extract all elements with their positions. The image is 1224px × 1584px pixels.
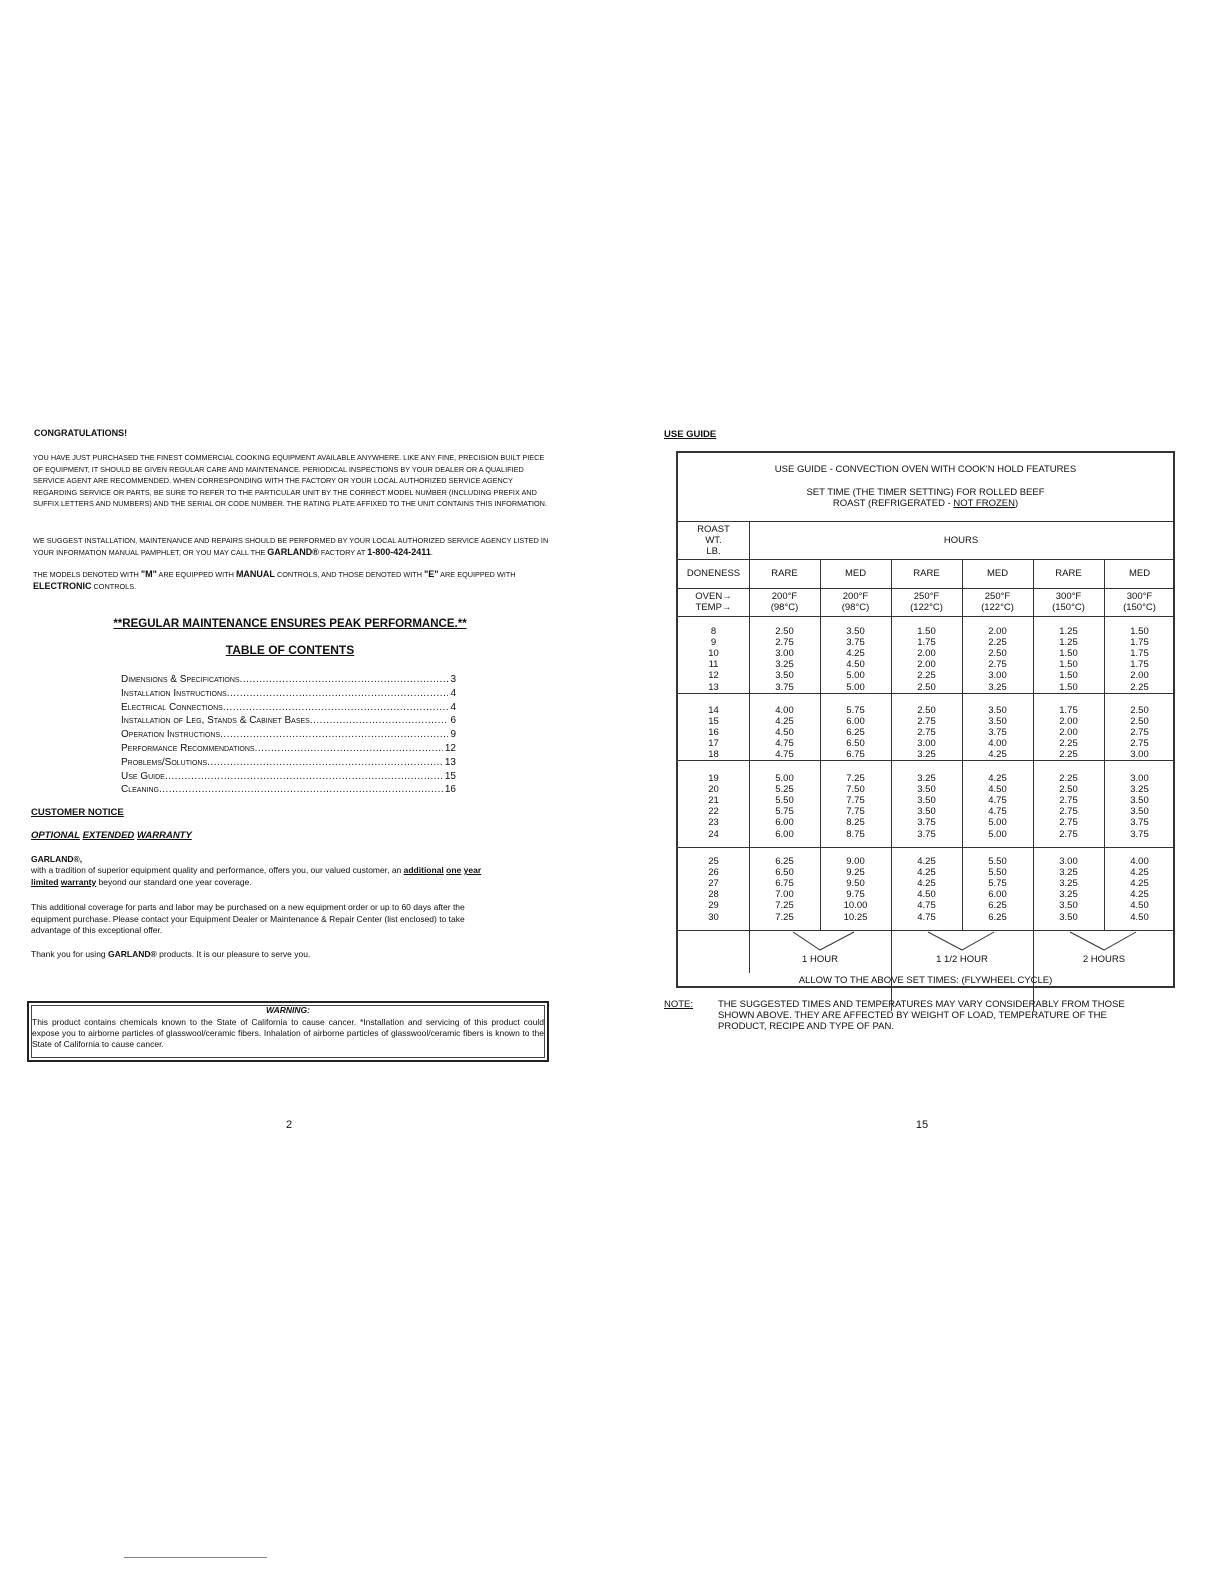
time-cell: 1.50 bbox=[917, 626, 936, 637]
time-cell: 1.25 bbox=[1059, 626, 1078, 637]
time-cell: 3.50 bbox=[988, 716, 1007, 727]
time-cell: 2.25 bbox=[988, 637, 1007, 648]
time-cell: 3.00 bbox=[775, 648, 794, 659]
time-cell: 6.00 bbox=[775, 817, 794, 828]
weight-cell: 26 bbox=[708, 867, 719, 878]
oven-temp-label: OVEN→ TEMP→ bbox=[695, 591, 732, 613]
warning-title: WARNING: bbox=[266, 1005, 310, 1015]
weight-cell: 13 bbox=[708, 682, 719, 693]
weight-cell: 29 bbox=[708, 900, 719, 911]
doneness-cell: RARE bbox=[913, 568, 940, 579]
toc-item[interactable]: Operation Instructions ..... 9 bbox=[121, 728, 456, 742]
time-cell: 2.25 bbox=[1059, 773, 1078, 784]
time-cell: 5.50 bbox=[988, 867, 1007, 878]
temp-c-cell: (122°C) bbox=[981, 602, 1014, 613]
time-cell: 4.25 bbox=[988, 773, 1007, 784]
bracket-lines bbox=[678, 930, 1177, 956]
time-cell: 5.00 bbox=[846, 670, 865, 681]
coverage-paragraph: This additional coverage for parts and labor may be purchased on a new equipment order or up to 60 days after the equipment purchase. Please contact your Equipment Dealer or Maintenance & Repair Center (list enclosed) to take advantage of this exceptional offer. bbox=[31, 902, 465, 935]
time-cell: 3.00 bbox=[1059, 856, 1078, 867]
weight-cell: 10 bbox=[708, 648, 719, 659]
time-cell: 5.75 bbox=[846, 705, 865, 716]
time-cell: 4.75 bbox=[775, 749, 794, 760]
temp-c-cell: (150°C) bbox=[1123, 602, 1156, 613]
time-cell: 7.25 bbox=[775, 900, 794, 911]
time-cell: 5.00 bbox=[775, 773, 794, 784]
table-of-contents bbox=[121, 673, 456, 797]
weight-cell: 18 bbox=[708, 749, 719, 760]
time-cell: 4.00 bbox=[1130, 856, 1149, 867]
time-cell: 5.50 bbox=[988, 856, 1007, 867]
table-subtitle: SET TIME (THE TIMER SETTING) FOR ROLLED BEEF ROAST (REFRIGERATED - NOT FROZEN) bbox=[806, 487, 1045, 509]
weight-cell: 21 bbox=[708, 795, 719, 806]
toc-item[interactable]: Installation Instructions ..... 4 bbox=[121, 687, 456, 701]
time-cell: 3.25 bbox=[775, 659, 794, 670]
toc-title: TABLE OF CONTENTS bbox=[225, 643, 355, 657]
time-cell: 3.50 bbox=[1059, 900, 1078, 911]
toc-item[interactable]: Use Guide ..... 15 bbox=[121, 770, 456, 784]
time-cell: 3.50 bbox=[917, 784, 936, 795]
time-cell: 4.50 bbox=[988, 784, 1007, 795]
congratulations-heading: CONGRATULATIONS! bbox=[34, 428, 128, 438]
time-cell: 1.50 bbox=[1059, 659, 1078, 670]
toc-item[interactable]: Performance Recommendations ..... 12 bbox=[121, 742, 456, 756]
time-cell: 4.75 bbox=[988, 806, 1007, 817]
time-cell: 3.00 bbox=[917, 738, 936, 749]
scan-artifact-line bbox=[124, 1557, 267, 1558]
doneness-label: DONENESS bbox=[686, 568, 741, 579]
use-guide-heading: USE GUIDE bbox=[664, 429, 717, 440]
time-cell: 2.50 bbox=[1059, 784, 1078, 795]
time-cell: 1.50 bbox=[1130, 626, 1149, 637]
time-cell: 4.25 bbox=[917, 856, 936, 867]
time-cell: 9.00 bbox=[846, 856, 865, 867]
doneness-cell: MED bbox=[844, 568, 867, 579]
time-cell: 2.50 bbox=[917, 705, 936, 716]
time-cell: 6.25 bbox=[775, 856, 794, 867]
time-cell: 7.00 bbox=[775, 889, 794, 900]
time-cell: 2.75 bbox=[917, 716, 936, 727]
time-cell: 1.75 bbox=[917, 637, 936, 648]
time-cell: 1.75 bbox=[1130, 637, 1149, 648]
time-cell: 3.75 bbox=[775, 682, 794, 693]
page-number-right: 15 bbox=[915, 1119, 929, 1131]
weight-cell: 15 bbox=[708, 716, 719, 727]
time-cell: 6.25 bbox=[988, 912, 1007, 923]
time-cell: 1.50 bbox=[1059, 682, 1078, 693]
weight-cell: 14 bbox=[708, 705, 719, 716]
time-cell: 3.75 bbox=[846, 637, 865, 648]
weight-cell: 8 bbox=[710, 626, 717, 637]
weight-cell: 28 bbox=[708, 889, 719, 900]
time-cell: 2.50 bbox=[988, 648, 1007, 659]
time-cell: 3.00 bbox=[1130, 773, 1149, 784]
time-cell: 3.25 bbox=[1130, 784, 1149, 795]
time-cell: 1.50 bbox=[1059, 648, 1078, 659]
allow-times-text: ALLOW TO THE ABOVE SET TIMES: (FLYWHEEL CYCLE) bbox=[798, 975, 1053, 986]
thank-you-paragraph: Thank you for using GARLAND® products. It is our pleasure to serve you. bbox=[31, 949, 311, 959]
time-cell: 6.25 bbox=[988, 900, 1007, 911]
time-cell: 2.75 bbox=[1059, 806, 1078, 817]
time-cell: 2.00 bbox=[917, 659, 936, 670]
doneness-cell: MED bbox=[1128, 568, 1151, 579]
time-cell: 2.25 bbox=[917, 670, 936, 681]
table-title: USE GUIDE - CONVECTION OVEN WITH COOK'N HOLD FEATURES bbox=[774, 464, 1077, 475]
time-cell: 7.75 bbox=[846, 806, 865, 817]
time-cell: 9.50 bbox=[846, 878, 865, 889]
time-cell: 5.50 bbox=[775, 795, 794, 806]
customer-notice-heading: CUSTOMER NOTICE bbox=[31, 807, 124, 818]
time-cell: 4.25 bbox=[1130, 867, 1149, 878]
time-cell: 6.25 bbox=[846, 727, 865, 738]
time-cell: 4.25 bbox=[917, 878, 936, 889]
time-cell: 3.25 bbox=[1059, 889, 1078, 900]
weight-cell: 11 bbox=[708, 659, 719, 670]
use-guide-table bbox=[676, 451, 1175, 988]
weight-cell: 25 bbox=[708, 856, 719, 867]
weight-cell: 23 bbox=[708, 817, 719, 828]
time-cell: 4.00 bbox=[988, 738, 1007, 749]
temp-c-cell: (150°C) bbox=[1052, 602, 1085, 613]
time-cell: 4.50 bbox=[917, 889, 936, 900]
time-cell: 2.00 bbox=[917, 648, 936, 659]
time-cell: 2.75 bbox=[1059, 817, 1078, 828]
time-cell: 2.75 bbox=[775, 637, 794, 648]
time-cell: 2.00 bbox=[1059, 716, 1078, 727]
time-cell: 5.00 bbox=[988, 817, 1007, 828]
footer-label-1-hour: 1 HOUR bbox=[802, 954, 838, 965]
time-cell: 3.75 bbox=[988, 727, 1007, 738]
temp-c-cell: (122°C) bbox=[910, 602, 943, 613]
time-cell: 3.25 bbox=[988, 682, 1007, 693]
time-cell: 7.25 bbox=[846, 773, 865, 784]
time-cell: 3.25 bbox=[1059, 867, 1078, 878]
time-cell: 7.75 bbox=[846, 795, 865, 806]
time-cell: 3.25 bbox=[917, 749, 936, 760]
bracket-1-hour bbox=[793, 932, 854, 950]
models-paragraph: THE MODELS DENOTED WITH "M" ARE EQUIPPED WITH MANUAL CONTROLS, AND THOSE DENOTED WITH "E" ARE EQUIPPED WITH ELECTRONIC CONTROLS. bbox=[33, 569, 516, 591]
time-cell: 9.75 bbox=[846, 889, 865, 900]
brand-name: GARLAND® bbox=[267, 546, 319, 557]
temp-f-cell: 200°F bbox=[842, 591, 869, 602]
time-cell: 4.25 bbox=[917, 867, 936, 878]
time-cell: 4.25 bbox=[1130, 889, 1149, 900]
time-cell: 2.75 bbox=[917, 727, 936, 738]
roast-weight-label: ROAST WT. LB. bbox=[697, 524, 730, 557]
time-cell: 3.50 bbox=[846, 626, 865, 637]
time-cell: 3.50 bbox=[1059, 912, 1078, 923]
time-cell: 4.50 bbox=[775, 727, 794, 738]
weight-cell: 22 bbox=[708, 806, 719, 817]
time-cell: 2.75 bbox=[1059, 829, 1078, 840]
time-cell: 10.00 bbox=[843, 900, 868, 911]
time-cell: 3.50 bbox=[917, 806, 936, 817]
time-cell: 3.75 bbox=[917, 817, 936, 828]
time-cell: 1.75 bbox=[1130, 659, 1149, 670]
footer-label-1-5-hour: 1 1/2 HOUR bbox=[936, 954, 988, 965]
time-cell: 2.25 bbox=[1059, 749, 1078, 760]
time-cell: 6.00 bbox=[775, 829, 794, 840]
time-cell: 3.50 bbox=[775, 670, 794, 681]
page-number-left: 2 bbox=[285, 1119, 293, 1131]
intro-paragraph: YOU HAVE JUST PURCHASED THE FINEST COMMERCIAL COOKING EQUIPMENT AVAILABLE ANYWHERE. LIKE ANY FINE, PRECISION BUILT PIECE OF EQUIPMENT, IT SHOULD BE GIVEN REGULAR CARE AND MAINTENANCE. PERIODICAL INSPECTIONS BY YOUR DEALER OR A QUALIFIED SERVICE AGENT ARE RECOMMENDED. WHEN CORRESPONDING WITH THE FACTORY OR YOUR LOCAL AUTHORIZED SERVICE AGENCY REGARDING SERVICE OR PARTS, BE SURE TO REFER TO THE PARTICULAR UNIT BY THE CORRECT MODEL NUMBER (INCLUDING PREFIX AND SUFFIX LETTERS AND NUMBERS) AND THE SERIAL OR CODE NUMBER. THE RATING PLATE AFFIXED TO THE UNIT CONTAINS THIS INFORMATION. bbox=[33, 453, 547, 509]
time-cell: 8.25 bbox=[846, 817, 865, 828]
time-cell: 2.50 bbox=[775, 626, 794, 637]
time-cell: 6.75 bbox=[846, 749, 865, 760]
time-cell: 3.75 bbox=[1130, 829, 1149, 840]
time-cell: 8.75 bbox=[846, 829, 865, 840]
weight-cell: 16 bbox=[708, 727, 719, 738]
note-text: THE SUGGESTED TIMES AND TEMPERATURES MAY VARY CONSIDERABLY FROM THOSE SHOWN ABOVE. THEY ARE AFFECTED BY WEIGHT OF LOAD, TEMPERATURE OF THE PRODUCT, RECIPE AND TYPE OF PAN. bbox=[718, 999, 1125, 1033]
bracket-1-5-hour bbox=[928, 932, 994, 950]
time-cell: 3.75 bbox=[917, 829, 936, 840]
temp-f-cell: 250°F bbox=[984, 591, 1011, 602]
time-cell: 10.25 bbox=[843, 912, 868, 923]
weight-cell: 30 bbox=[708, 912, 719, 923]
toc-item[interactable]: Installation of Leg, Stands & Cabinet Bases ..... 6 bbox=[121, 714, 456, 728]
time-cell: 4.50 bbox=[1130, 912, 1149, 923]
time-cell: 7.25 bbox=[775, 912, 794, 923]
time-cell: 4.75 bbox=[917, 900, 936, 911]
time-cell: 5.00 bbox=[988, 829, 1007, 840]
weight-cell: 24 bbox=[708, 829, 719, 840]
weight-cell: 12 bbox=[708, 670, 719, 681]
doneness-cell: RARE bbox=[771, 568, 798, 579]
time-cell: 6.50 bbox=[846, 738, 865, 749]
time-cell: 4.75 bbox=[775, 738, 794, 749]
time-cell: 1.75 bbox=[1059, 705, 1078, 716]
time-cell: 5.25 bbox=[775, 784, 794, 795]
time-cell: 3.25 bbox=[1059, 878, 1078, 889]
toc-item[interactable]: Problems/Solutions ..... 13 bbox=[121, 756, 456, 770]
time-cell: 2.75 bbox=[988, 659, 1007, 670]
time-cell: 5.00 bbox=[846, 682, 865, 693]
time-cell: 4.25 bbox=[1130, 878, 1149, 889]
time-cell: 3.50 bbox=[988, 705, 1007, 716]
time-cell: 7.50 bbox=[846, 784, 865, 795]
time-cell: 1.25 bbox=[1059, 637, 1078, 648]
toc-item[interactable]: Electrical Connections ..... 4 bbox=[121, 701, 456, 715]
warning-body: This product contains chemicals known to the State of California to cause cancer. *Installation and servicing of this product could expose you to airborne particles of glasswool/ceramic fibers. Inhalation of airborne particles of glasswool/ceramic fibers is known to the State of California to cause cancer. bbox=[32, 1017, 544, 1049]
time-cell: 3.00 bbox=[1130, 749, 1149, 760]
time-cell: 2.25 bbox=[1059, 738, 1078, 749]
time-cell: 2.75 bbox=[1130, 727, 1149, 738]
time-cell: 1.75 bbox=[1130, 648, 1149, 659]
maintenance-banner: **REGULAR MAINTENANCE ENSURES PEAK PERFORMANCE.** bbox=[113, 618, 467, 630]
bracket-2-hours bbox=[1070, 932, 1136, 950]
note-label: NOTE: bbox=[664, 999, 694, 1010]
time-cell: 4.75 bbox=[917, 912, 936, 923]
time-cell: 2.00 bbox=[1059, 727, 1078, 738]
time-cell: 4.50 bbox=[846, 659, 865, 670]
warning-box bbox=[27, 1001, 549, 1062]
temp-f-cell: 200°F bbox=[771, 591, 798, 602]
time-cell: 3.50 bbox=[917, 795, 936, 806]
time-cell: 2.00 bbox=[988, 626, 1007, 637]
toc-item[interactable]: Cleaning ..... 16 bbox=[121, 783, 456, 797]
warranty-heading: OPTIONAL EXTENDED WARRANTY bbox=[31, 830, 192, 841]
service-paragraph: WE SUGGEST INSTALLATION, MAINTENANCE AND REPAIRS SHOULD BE PERFORMED BY YOUR LOCAL AUTHORIZED SERVICE AGENCY LISTED IN YOUR INFORMATION MANUAL PAMPHLET, OR YOU MAY CALL THE GARLAND® FACTORY AT 1-800-424-2411. bbox=[33, 536, 549, 557]
time-cell: 2.50 bbox=[1130, 705, 1149, 716]
time-cell: 2.75 bbox=[1130, 738, 1149, 749]
time-cell: 4.50 bbox=[1130, 900, 1149, 911]
weight-cell: 9 bbox=[710, 637, 717, 648]
time-cell: 2.25 bbox=[1130, 682, 1149, 693]
time-cell: 4.25 bbox=[846, 648, 865, 659]
temp-f-cell: 250°F bbox=[913, 591, 940, 602]
temp-f-cell: 300°F bbox=[1055, 591, 1082, 602]
time-cell: 4.25 bbox=[988, 749, 1007, 760]
time-cell: 4.25 bbox=[775, 716, 794, 727]
time-cell: 1.50 bbox=[1059, 670, 1078, 681]
time-cell: 3.00 bbox=[988, 670, 1007, 681]
warranty-paragraph: with a tradition of superior equipment quality and performance, offers you, our valued customer, an additional one year limited warranty beyond our standard one year coverage. bbox=[31, 865, 482, 887]
time-cell: 3.50 bbox=[1130, 795, 1149, 806]
garland-heading: GARLAND®, bbox=[31, 854, 83, 864]
time-cell: 5.75 bbox=[988, 878, 1007, 889]
time-cell: 9.25 bbox=[846, 867, 865, 878]
time-cell: 3.75 bbox=[1130, 817, 1149, 828]
time-cell: 6.00 bbox=[846, 716, 865, 727]
time-cell: 4.00 bbox=[775, 705, 794, 716]
time-cell: 6.75 bbox=[775, 878, 794, 889]
temp-c-cell: (98°C) bbox=[770, 602, 799, 613]
toc-item[interactable]: Dimensions & Specifications ..... 3 bbox=[121, 673, 456, 687]
doneness-cell: MED bbox=[986, 568, 1009, 579]
doneness-cell: RARE bbox=[1055, 568, 1082, 579]
weight-cell: 20 bbox=[708, 784, 719, 795]
temp-c-cell: (98°C) bbox=[841, 602, 870, 613]
hours-label: HOURS bbox=[943, 535, 979, 546]
temp-f-cell: 300°F bbox=[1126, 591, 1153, 602]
time-cell: 2.50 bbox=[917, 682, 936, 693]
time-cell: 4.75 bbox=[988, 795, 1007, 806]
time-cell: 3.50 bbox=[1130, 806, 1149, 817]
time-cell: 2.75 bbox=[1059, 795, 1078, 806]
weight-cell: 19 bbox=[708, 773, 719, 784]
weight-cell: 17 bbox=[708, 738, 719, 749]
phone-number: 1-800-424-2411 bbox=[367, 546, 431, 557]
time-cell: 6.00 bbox=[988, 889, 1007, 900]
time-cell: 6.50 bbox=[775, 867, 794, 878]
time-cell: 5.75 bbox=[775, 806, 794, 817]
footer-label-2-hours: 2 HOURS bbox=[1082, 954, 1126, 965]
time-cell: 2.50 bbox=[1130, 716, 1149, 727]
time-cell: 2.00 bbox=[1130, 670, 1149, 681]
weight-cell: 27 bbox=[708, 878, 719, 889]
time-cell: 3.25 bbox=[917, 773, 936, 784]
